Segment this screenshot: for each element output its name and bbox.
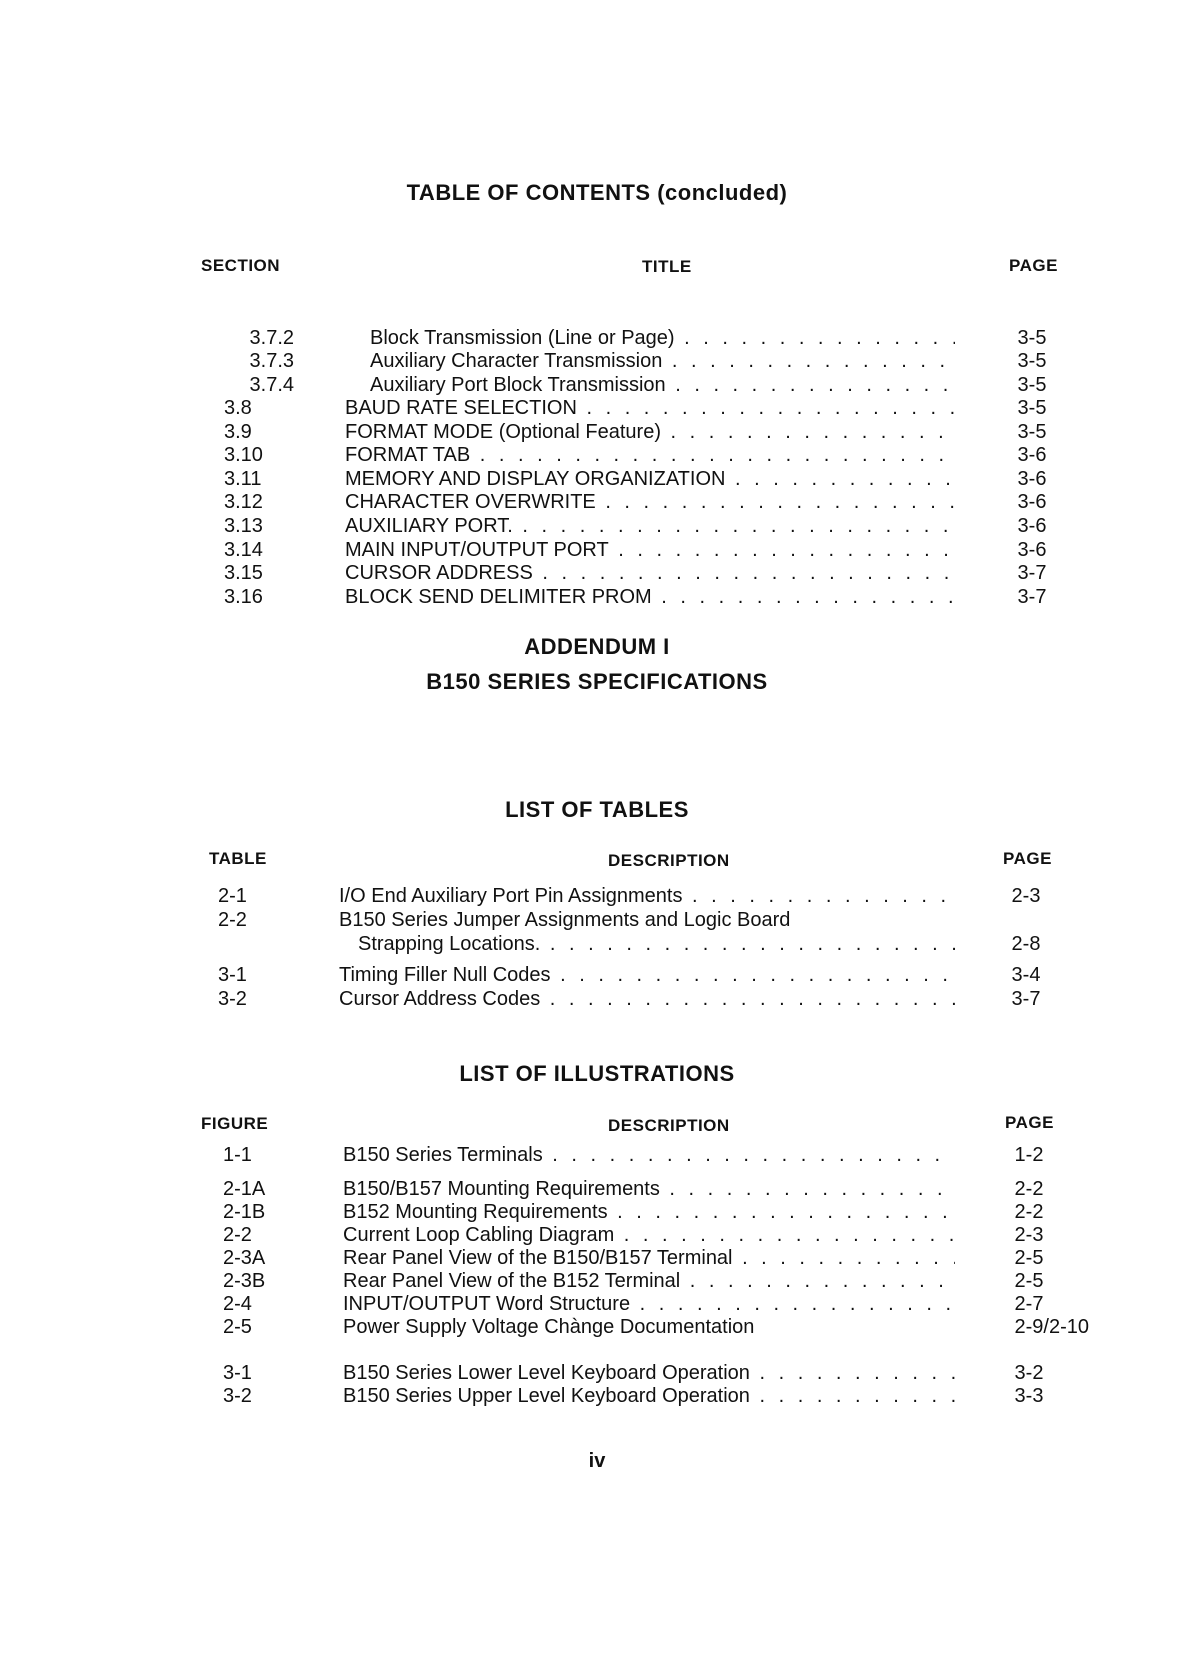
figure-entry-number: 2-1A (223, 1178, 266, 1200)
figure-entry-page: 2-5 (1014, 1270, 1044, 1292)
figure-entry-title: Rear Panel View of the B150/B157 Terminal . . . (343, 1246, 955, 1270)
table-entry-title: B150 Series Jumper Assignments and Logic Board (339, 909, 791, 931)
table-entry-title: Cursor Address Codes . . . (339, 987, 955, 1011)
tables-heading: LIST OF TABLES (505, 797, 689, 822)
toc-entry-page: 3-6 (1017, 468, 1047, 490)
table-entry-number: 2-1 (218, 885, 247, 907)
toc-entry-title: Auxiliary Character Transmission . . . (370, 349, 955, 373)
toc-entry-number: 3.11 (224, 468, 262, 490)
figure-entry-page: 2-3 (1014, 1224, 1044, 1246)
toc-entry-title: MEMORY AND DISPLAY ORGANIZATION . . . (345, 467, 955, 491)
figure-entry-page: 3-2 (1014, 1362, 1044, 1384)
figures-description-header: DESCRIPTION (608, 1116, 730, 1135)
toc-title-header: TITLE (642, 257, 692, 276)
figure-entry-page: 2-2 (1014, 1178, 1044, 1200)
toc-entry-title: Block Transmission (Line or Page) . . . (370, 326, 955, 350)
table-entry-number: 3-1 (218, 964, 247, 986)
toc-entry-number: 3.10 (224, 444, 263, 466)
toc-entry-number: 3.12 (224, 491, 263, 513)
toc-entry-page: 3-6 (1017, 515, 1047, 537)
toc-entry-title: CHARACTER OVERWRITE . . . (345, 490, 955, 514)
toc-entry-number: 3.7.4 (249, 374, 294, 396)
page-number: iv (588, 1450, 606, 1472)
figures-page-header: PAGE (1005, 1113, 1054, 1132)
toc-entry-page: 3-5 (1017, 397, 1047, 419)
figure-entry-title: B150/B157 Mounting Requirements . . . (343, 1177, 955, 1201)
toc-entry-number: 3.7.2 (249, 327, 294, 349)
figure-entry-title: B150 Series Upper Level Keyboard Operation . . . (343, 1384, 955, 1408)
toc-entry-title: AUXILIARY PORT. . . . (345, 514, 955, 538)
figure-entry-number: 2-1B (223, 1201, 266, 1223)
figure-entry-title: B150 Series Terminals . . . (343, 1143, 955, 1167)
toc-entry-page: 3-7 (1017, 562, 1047, 584)
figure-entry-number: 2-5 (223, 1316, 252, 1338)
toc-entry-page: 3-6 (1017, 539, 1047, 561)
toc-entry-number: 3.9 (224, 421, 252, 443)
table-entry-page: 2-8 (1011, 933, 1041, 955)
figure-entry-title: B150 Series Lower Level Keyboard Operation . . . (343, 1361, 955, 1385)
toc-heading: TABLE OF CONTENTS (concluded) (406, 180, 788, 205)
toc-entry-number: 3.8 (224, 397, 252, 419)
toc-entry-title: BLOCK SEND DELIMITER PROM . . . (345, 585, 955, 609)
toc-entry-page: 3-5 (1017, 421, 1047, 443)
toc-entry-number: 3.7.3 (249, 350, 294, 372)
table-entry-number: 3-2 (218, 988, 247, 1010)
figure-entry-number: 3-1 (223, 1362, 252, 1384)
toc-entry-number: 3.15 (224, 562, 263, 584)
figure-entry-number: 2-3B (223, 1270, 266, 1292)
toc-section-header: SECTION (201, 256, 281, 275)
figure-entry-number: 1-1 (223, 1144, 252, 1166)
figure-entry-page: 1-2 (1014, 1144, 1044, 1166)
figure-entry-title: B152 Mounting Requirements . . . (343, 1200, 955, 1224)
figure-entry-title: Power Supply Voltage Chànge Documentation (343, 1316, 755, 1338)
toc-entry-title: MAIN INPUT/OUTPUT PORT . . . (345, 538, 955, 562)
figure-entry-page: 2-2 (1014, 1201, 1044, 1223)
toc-entry-title: FORMAT TAB . . . (345, 443, 955, 467)
figure-entry-title: INPUT/OUTPUT Word Structure . . . (343, 1292, 955, 1316)
toc-entry-title: CURSOR ADDRESS . . . (345, 561, 955, 585)
toc-entry-title: FORMAT MODE (Optional Feature) . . . (345, 420, 955, 444)
toc-entry-title: Auxiliary Port Block Transmission . . . (370, 373, 955, 397)
addendum-label: ADDENDUM I (524, 634, 670, 659)
toc-entry-page: 3-6 (1017, 444, 1047, 466)
figure-entry-page: 2-7 (1014, 1293, 1044, 1315)
figure-entry-number: 3-2 (223, 1385, 252, 1407)
table-entry-number: 2-2 (218, 909, 247, 931)
toc-entry-number: 3.13 (224, 515, 263, 537)
toc-page-header: PAGE (1009, 256, 1058, 275)
table-entry-page: 3-4 (1011, 964, 1041, 986)
figure-entry-title: Current Loop Cabling Diagram . . . (343, 1223, 955, 1247)
table-entry-title: I/O End Auxiliary Port Pin Assignments . . . (339, 884, 955, 908)
illustrations-heading: LIST OF ILLUSTRATIONS (459, 1061, 735, 1086)
table-entry-page: 2-3 (1011, 885, 1041, 907)
figure-entry-page: 2-9/2-10 (1014, 1316, 1089, 1338)
toc-entry-number: 3.16 (224, 586, 263, 608)
figure-entry-number: 2-3A (223, 1247, 266, 1269)
table-entry-title: Timing Filler Null Codes . . . (339, 963, 955, 987)
toc-entry-page: 3-5 (1017, 327, 1047, 349)
tables-table-header: TABLE (209, 849, 267, 868)
toc-entry-page: 3-7 (1017, 586, 1047, 608)
figures-figure-header: FIGURE (201, 1114, 269, 1133)
toc-entry-page: 3-6 (1017, 491, 1047, 513)
tables-page-header: PAGE (1003, 849, 1052, 868)
toc-entry-page: 3-5 (1017, 374, 1047, 396)
figure-entry-title: Rear Panel View of the B152 Terminal . . . (343, 1269, 955, 1293)
toc-entry-title: BAUD RATE SELECTION . . . (345, 396, 955, 420)
table-entry-page: 3-7 (1011, 988, 1041, 1010)
figure-entry-page: 2-5 (1014, 1247, 1044, 1269)
table-entry-title-continued: Strapping Locations. . . . (358, 932, 955, 956)
figure-entry-number: 2-4 (223, 1293, 252, 1315)
toc-entry-page: 3-5 (1017, 350, 1047, 372)
figure-entry-number: 2-2 (223, 1224, 252, 1246)
addendum-title: B150 SERIES SPECIFICATIONS (426, 669, 768, 694)
tables-description-header: DESCRIPTION (608, 851, 730, 870)
toc-entry-number: 3.14 (224, 539, 263, 561)
figure-entry-page: 3-3 (1014, 1385, 1044, 1407)
